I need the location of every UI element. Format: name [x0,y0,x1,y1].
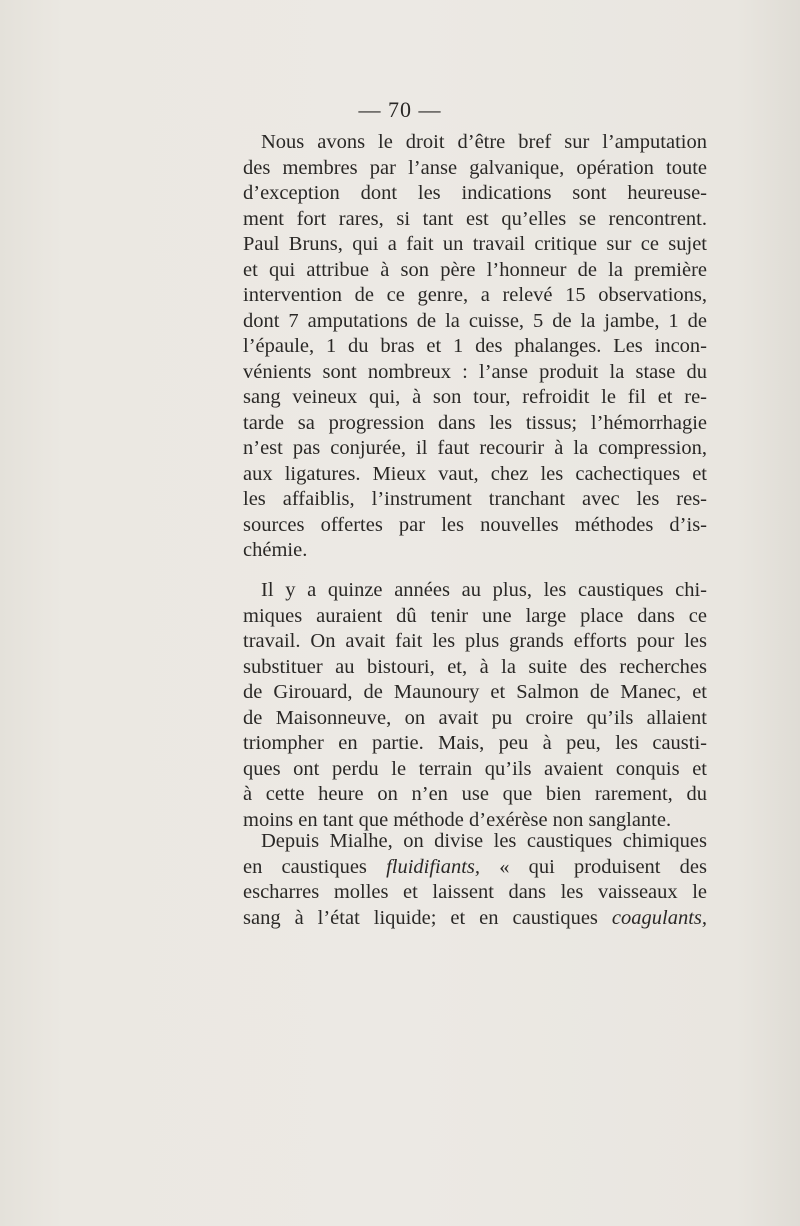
text-line: l’épaule, 1 du bras et 1 des phalanges. Les incon- [243,335,707,357]
text-line: de Maisonneuve, on avait pu croire qu’ils allaient [243,706,707,729]
text-line: et qui attribue à son père l’honneur de la première [243,258,707,281]
text-line: dont 7 amputations de la cuisse, 5 de la jambe, 1 de [243,309,707,332]
text-line: miques auraient dû tenir une large place dans ce [243,604,707,627]
text-line: n’est pas conjurée, il faut recourir à la compression, [243,437,707,459]
text-line: les affaiblis, l’instrument tranchant avec les res- [243,488,707,510]
paragraph-mialhe [243,829,707,931]
text-line: d’exception dont les indications sont heureuse- [243,182,707,204]
text-line: escharres molles et laissent dans les vaisseaux le [243,881,707,903]
text-line [243,855,707,881]
text-line: triompher en partie. Mais, peu à peu, les causti- [243,732,707,754]
text-line: chémie. [243,539,308,561]
text-line: vénients sont nombreux : l’anse produit la stase du [243,360,707,383]
text-line: de Girouard, de Maunoury et Salmon de Manec, et [243,681,707,703]
text-line: sang veineux qui, à son tour, refroidit le fil et re- [243,386,707,408]
text-line: des membres par l’anse galvanique, opération toute [243,156,707,179]
text-line: Depuis Mialhe, on divise les caustiques chimiques [261,830,707,852]
italic-term-coagulants: coagulants, [611,906,707,929]
text-line: travail. On avait fait les plus grands efforts pour les [243,630,707,652]
text-segment: sang à l’état liquide; et en caustiques [243,906,612,929]
text-line: Paul Bruns, qui a fait un travail critique sur ce sujet [243,233,707,255]
text-segment: en caustiques [243,855,387,878]
page-number: — 70 — [358,97,442,122]
text-segment: « qui produisent des [480,855,707,878]
text-line: Il y a quinze années au plus, les caustiques chi- [261,579,707,601]
text-line: aux ligatures. Mieux vaut, chez les cachectiques et [243,462,707,485]
text-line: moins en tant que méthode d’exérèse non sanglante. [243,808,672,831]
text-line: Nous avons le droit d’être bref sur l’amputation [261,131,707,153]
paragraph-caustiques [243,578,707,833]
text-line: à cette heure on n’en use que bien rarement, du [243,783,707,805]
text-line: intervention de ce genre, a relevé 15 observations, [243,284,707,306]
text-line: substituer au bistouri, et, à la suite des recherches [243,655,707,678]
text-line: ment fort rares, si tant est qu’elles se rencontrent. [243,207,707,230]
text-line: ques ont perdu le terrain qu’ils avaient conquis et [243,757,707,780]
text-line: sources offertes par les nouvelles méthodes d’is- [243,513,707,536]
text-line [243,906,707,932]
italic-term-fluidifiants: fluidifiants, [386,855,481,878]
text-line: tarde sa progression dans les tissus; l’hémorrhagie [243,411,707,434]
paragraph-amputation [243,130,707,564]
